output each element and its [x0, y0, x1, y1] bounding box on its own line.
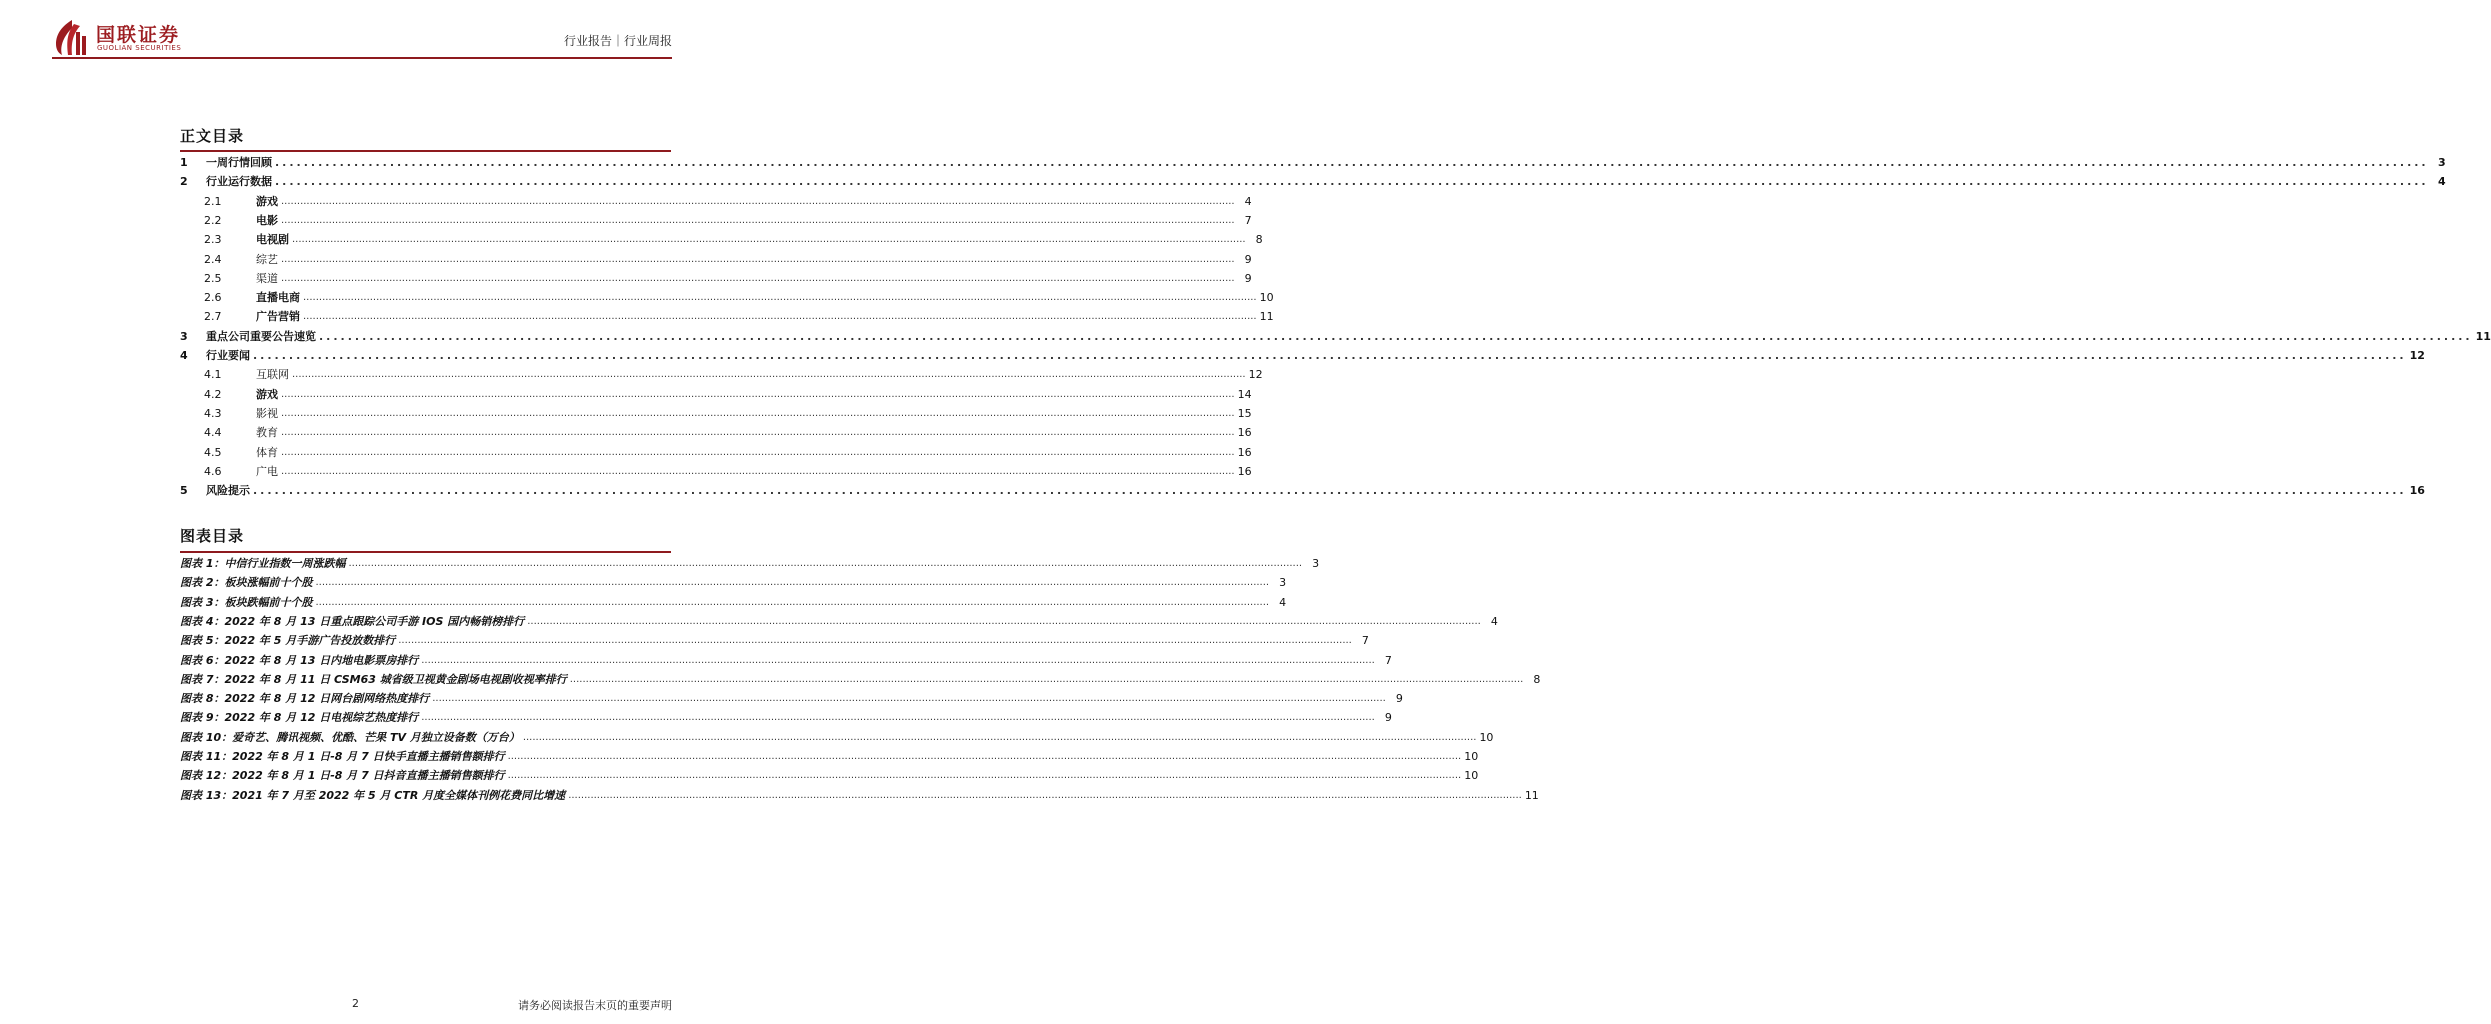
toc-entry[interactable] — [180, 366, 1263, 383]
logo-english-name: GUOLIAN SECURITIES — [97, 44, 182, 52]
entry-page-number: 7 — [1244, 213, 1252, 227]
entry-title: 图表 13：2021 年 7 月至 2022 年 5 月 CTR 月度全媒体刊例花费同比增速 — [180, 788, 566, 802]
dot-leader: ............................................................................................................................................................................................................................................................................................................ — [527, 615, 1481, 627]
entry-page-number: 8 — [1533, 672, 1541, 686]
toc-entry[interactable] — [180, 328, 2491, 345]
entry-page-number: 16 — [1237, 426, 1252, 440]
dot-leader: ............................................................................................................................................................................................................................................................................................................ — [281, 253, 1235, 265]
entry-page-number: 12 — [2409, 349, 2425, 362]
entry-page-number: 10 — [1259, 291, 1274, 305]
entry-number: 4 — [180, 349, 188, 362]
entry-title: 行业要闻 — [206, 349, 250, 362]
entry-page-number: 4 — [1490, 614, 1498, 628]
dot-leader: ............................................................................................................................................................................................................................................................................................................ — [303, 292, 1257, 304]
page-number: 2 — [352, 997, 359, 1010]
logo-emblem-icon — [52, 18, 92, 56]
entry-page-number: 10 — [1464, 750, 1479, 763]
entry-title: 直播电商 — [256, 291, 300, 305]
figure-entry[interactable] — [180, 613, 1498, 630]
dot-leader: ............................................................................................................................................................................................................................................................................................................ — [319, 329, 2473, 343]
entry-page-number: 9 — [1384, 711, 1392, 725]
toc-entry[interactable] — [180, 251, 1252, 268]
dot-leader: ............................................................................................................................................................................................................................................................................................................ — [522, 731, 1477, 743]
figure-entry[interactable] — [180, 555, 1320, 572]
entry-page-number: 10 — [1464, 769, 1479, 783]
dot-leader: ............................................................................................................................................................................................................................................................................................................ — [275, 175, 2429, 189]
entry-page-number: 16 — [2409, 484, 2425, 498]
page-header — [0, 0, 724, 64]
dot-leader: ............................................................................................................................................................................................................................................................................................................ — [568, 789, 1522, 801]
toc-entry[interactable] — [180, 424, 1252, 441]
dot-leader: ............................................................................................................................................................................................................................................................................................................ — [348, 558, 1303, 569]
figure-entry[interactable] — [180, 787, 1539, 804]
entry-page-number: 9 — [1395, 692, 1403, 706]
figure-entry[interactable] — [180, 574, 1287, 591]
entry-number: 4.2 — [204, 387, 222, 401]
entry-page-number: 12 — [1248, 368, 1263, 382]
entry-title: 图表 4：2022 年 8 月 13 日重点跟踪公司手游 IOS 国内畅销榜排行 — [180, 614, 525, 628]
dot-leader: ............................................................................................................................................................................................................................................................................................................ — [569, 673, 1524, 685]
entry-title: 图表 9：2022 年 8 月 12 日电视综艺热度排行 — [180, 711, 419, 725]
entry-title: 图表 11：2022 年 8 月 1 日-8 月 7 日快手直播主播销售额排行 — [180, 750, 505, 763]
dot-leader: ............................................................................................................................................................................................................................................................................................................ — [303, 311, 1257, 323]
entry-number: 5 — [180, 484, 188, 498]
entry-title: 教育 — [256, 426, 278, 440]
dot-leader: ............................................................................................................................................................................................................................................................................................................ — [315, 596, 1270, 608]
entry-title: 行业运行数据 — [206, 175, 272, 189]
entry-title: 图表 7：2022 年 8 月 11 日 CSM63 城省级卫视黄金剧场电视剧收视率排行 — [180, 672, 567, 686]
toc-entry[interactable] — [180, 463, 1252, 480]
figures-title: 图表目录 — [180, 527, 245, 545]
entry-title: 图表 3：板块跌幅前十个股 — [180, 595, 313, 609]
entry-number: 4.4 — [204, 426, 222, 440]
figure-entry[interactable] — [180, 690, 1403, 707]
toc-entry[interactable] — [180, 482, 2425, 499]
entry-number: 2.4 — [204, 252, 222, 266]
entry-number: 4.5 — [204, 445, 222, 459]
header-divider — [52, 57, 672, 59]
dot-leader: ............................................................................................................................................................................................................................................................................................................ — [281, 195, 1235, 207]
entry-number: 2.1 — [204, 194, 222, 208]
entry-title: 广电 — [256, 464, 278, 478]
entry-title: 综艺 — [256, 252, 278, 266]
entry-page-number: 16 — [1237, 445, 1252, 459]
dot-leader: ............................................................................................................................................................................................................................................................................................................ — [253, 349, 2407, 362]
entry-page-number: 4 — [1279, 595, 1287, 609]
entry-title: 风险提示 — [206, 484, 250, 498]
entry-page-number: 8 — [1255, 233, 1263, 247]
dot-leader: ............................................................................................................................................................................................................................................................................................................ — [275, 156, 2429, 169]
toc-entry[interactable] — [180, 173, 2446, 190]
entry-title: 体育 — [256, 445, 278, 459]
figure-entry[interactable] — [180, 767, 1479, 784]
entry-title: 电影 — [256, 213, 278, 227]
toc-title-underline — [180, 150, 671, 152]
entry-title: 图表 5：2022 年 5 月手游广告投放数排行 — [180, 634, 396, 648]
entry-title: 图表 8：2022 年 8 月 12 日网台剧网络热度排行 — [180, 692, 430, 706]
entry-page-number: 4 — [2437, 175, 2446, 189]
entry-page-number: 11 — [1524, 788, 1539, 802]
toc-entry[interactable] — [180, 270, 1252, 287]
entry-title: 广告营销 — [256, 310, 300, 324]
entry-number: 3 — [180, 329, 188, 343]
entry-number: 2.2 — [204, 213, 222, 227]
toc-entry[interactable] — [180, 444, 1252, 461]
entry-page-number: 10 — [1479, 730, 1494, 744]
entry-number: 4.3 — [204, 406, 222, 420]
dot-leader: ............................................................................................................................................................................................................................................................................................................ — [253, 484, 2407, 498]
toc-entry[interactable] — [180, 308, 1274, 325]
dot-leader: ............................................................................................................................................................................................................................................................................................................ — [315, 577, 1270, 589]
entry-page-number: 3 — [1279, 576, 1287, 590]
dot-leader: ............................................................................................................................................................................................................................................................................................................ — [421, 654, 1375, 666]
company-logo — [52, 18, 212, 58]
toc-entry[interactable] — [180, 347, 2425, 364]
entry-title: 图表 1：中信行业指数一周涨跌幅 — [180, 557, 346, 570]
figure-entry[interactable] — [180, 671, 1541, 688]
dot-leader: ............................................................................................................................................................................................................................................................................................................ — [398, 635, 1352, 647]
entry-page-number: 4 — [1244, 194, 1252, 208]
entry-title: 互联网 — [256, 368, 289, 382]
dot-leader: ............................................................................................................................................................................................................................................................................................................ — [292, 369, 1246, 381]
dot-leader: ............................................................................................................................................................................................................................................................................................................ — [281, 272, 1235, 284]
dot-leader: ............................................................................................................................................................................................................................................................................................................ — [281, 407, 1235, 419]
toc-entry[interactable] — [180, 231, 1263, 248]
entry-number: 2 — [180, 175, 188, 189]
entry-page-number: 3 — [1312, 557, 1320, 570]
toc-entry[interactable] — [180, 193, 1252, 210]
entry-number: 4.6 — [204, 464, 222, 478]
entry-title: 图表 6：2022 年 8 月 13 日内地电影票房排行 — [180, 653, 419, 667]
dot-leader: ............................................................................................................................................................................................................................................................................................................ — [281, 388, 1235, 400]
entry-title: 图表 12：2022 年 8 月 1 日-8 月 7 日抖音直播主播销售额排行 — [180, 769, 505, 783]
dot-leader: ............................................................................................................................................................................................................................................................................................................ — [281, 427, 1235, 439]
figure-entry[interactable] — [180, 748, 1479, 765]
figure-entry[interactable] — [180, 594, 1287, 611]
toc-entry[interactable] — [180, 386, 1252, 403]
entry-title: 重点公司重要公告速览 — [206, 329, 316, 343]
report-type-label: 行业报告｜行业周报 — [563, 34, 672, 48]
entry-number: 2.6 — [204, 291, 222, 305]
entry-title: 游戏 — [256, 387, 278, 401]
entry-number: 4.1 — [204, 368, 222, 382]
figure-entry[interactable] — [180, 729, 1494, 746]
dot-leader: ............................................................................................................................................................................................................................................................................................................ — [507, 770, 1462, 782]
dot-leader: ............................................................................................................................................................................................................................................................................................................ — [281, 446, 1235, 458]
entry-number: 2.3 — [204, 233, 222, 247]
logo-chinese-name: 国联证券 — [96, 24, 181, 46]
entry-page-number: 16 — [1237, 464, 1252, 478]
dot-leader: ............................................................................................................................................................................................................................................................................................................ — [292, 234, 1246, 246]
dot-leader: ............................................................................................................................................................................................................................................................................................................ — [281, 465, 1235, 477]
entry-title: 电视剧 — [256, 233, 289, 247]
entry-number: 2.5 — [204, 271, 222, 285]
entry-title: 图表 2：板块涨幅前十个股 — [180, 576, 313, 590]
dot-leader: ............................................................................................................................................................................................................................................................................................................ — [421, 712, 1375, 724]
entry-title: 影视 — [256, 406, 278, 420]
entry-title: 游戏 — [256, 194, 278, 208]
toc-entry[interactable] — [180, 154, 2446, 171]
toc-entry[interactable] — [180, 289, 1274, 306]
figures-title-underline — [180, 551, 671, 553]
entry-page-number: 7 — [1384, 653, 1392, 667]
figure-entry[interactable] — [180, 632, 1369, 649]
dot-leader: ............................................................................................................................................................................................................................................................................................................ — [507, 751, 1462, 762]
entry-page-number: 7 — [1361, 634, 1369, 648]
dot-leader: ............................................................................................................................................................................................................................................................................................................ — [432, 693, 1386, 705]
entry-page-number: 11 — [2475, 329, 2491, 343]
entry-number: 1 — [180, 156, 188, 169]
entry-page-number: 11 — [1259, 310, 1274, 324]
toc-entry[interactable] — [180, 405, 1252, 422]
entry-number: 2.7 — [204, 310, 222, 324]
disclaimer-note: 请务必阅读报告末页的重要声明 — [518, 999, 672, 1012]
entry-title: 图表 10：爱奇艺、腾讯视频、优酷、芒果 TV 月独立设备数（万台） — [180, 730, 520, 744]
dot-leader: ............................................................................................................................................................................................................................................................................................................ — [281, 214, 1235, 226]
entry-page-number: 14 — [1237, 387, 1252, 401]
toc-title: 正文目录 — [180, 127, 245, 145]
entry-title: 渠道 — [256, 271, 278, 285]
figure-entry[interactable] — [180, 709, 1392, 726]
figure-entry[interactable] — [180, 652, 1392, 669]
entry-page-number: 9 — [1244, 252, 1252, 266]
entry-page-number: 3 — [2437, 156, 2446, 169]
entry-page-number: 15 — [1237, 406, 1252, 420]
entry-title: 一周行情回顾 — [206, 156, 272, 169]
entry-page-number: 9 — [1244, 271, 1252, 285]
toc-entry[interactable] — [180, 212, 1252, 229]
